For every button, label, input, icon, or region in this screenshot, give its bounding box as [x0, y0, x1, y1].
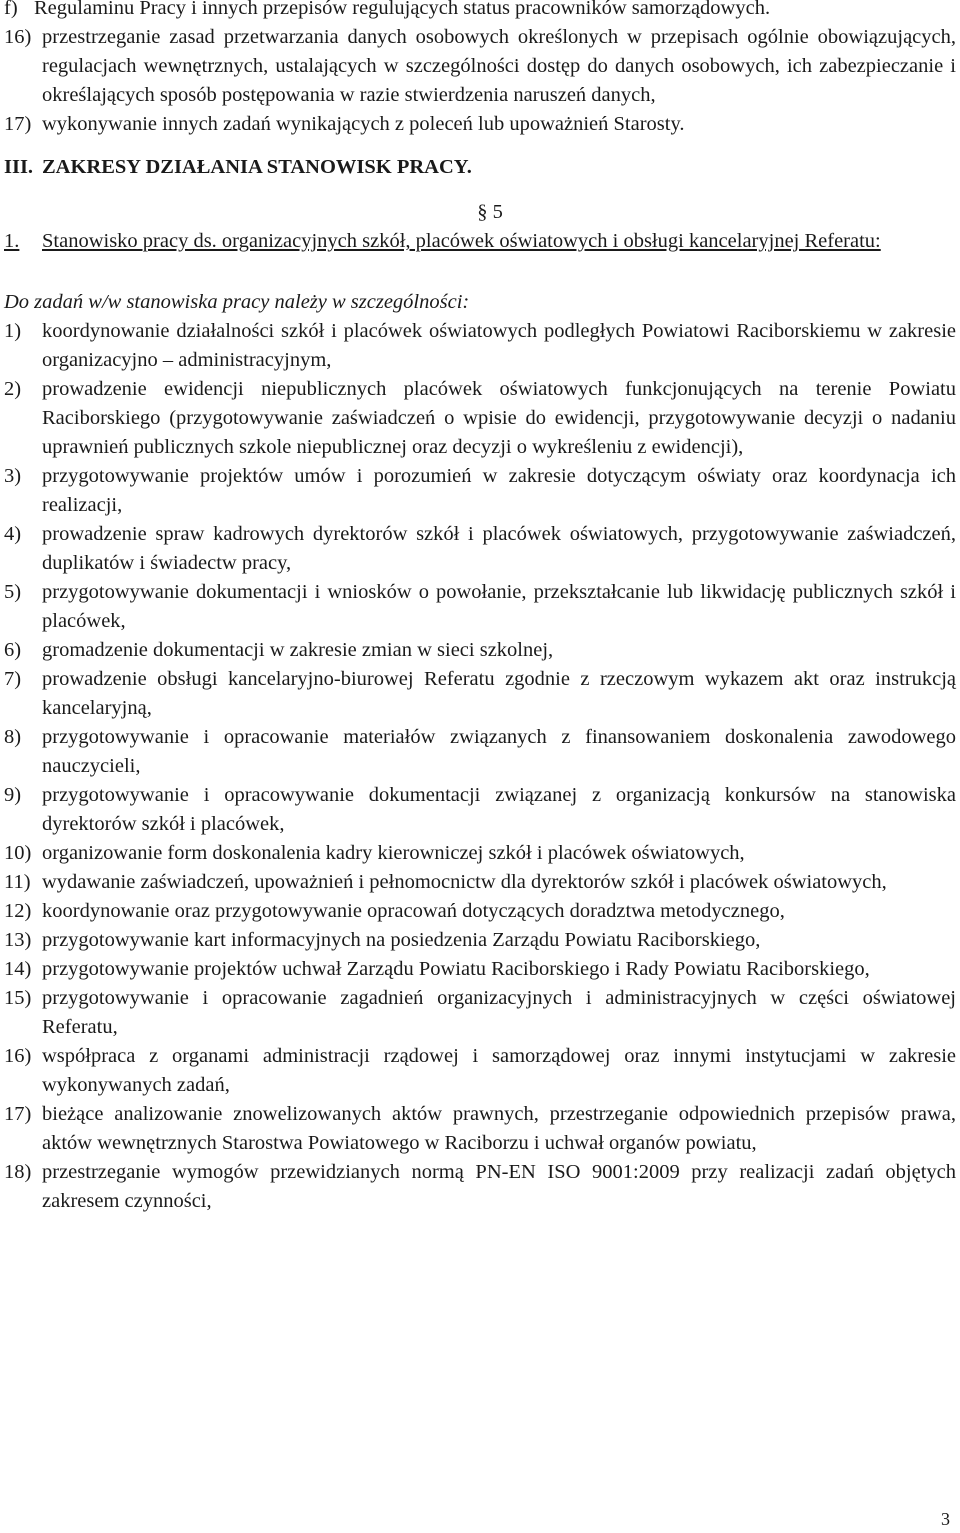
duty-item: [4, 955, 956, 984]
duty-number: 11): [4, 871, 31, 893]
duty-number: 18): [4, 1161, 32, 1183]
item-number: 17): [4, 113, 32, 135]
duty-number: 2): [4, 378, 22, 400]
duty-number: 8): [4, 726, 22, 748]
duty-number: 17): [4, 1103, 32, 1125]
item-text: wykonywanie innych zadań wynikających z poleceń lub upoważnień Starosty.: [42, 113, 685, 135]
duty-number: 10): [4, 842, 32, 864]
duty-text: przygotowywanie i opracowywanie dokumentacji związanej z organizacją konkursów na stanowiska dyrektorów szkół i placówek,: [42, 784, 956, 835]
duty-number: 13): [4, 929, 32, 951]
duty-text: przygotowywanie dokumentacji i wniosków o powołanie, przekształcanie lub likwidację publicznych szkół i placówek,: [42, 581, 956, 632]
duty-text: prowadzenie ewidencji niepublicznych placówek oświatowych funkcjonujących na terenie Powiatu Raciborskiego (przygotowywanie zaświadczeń o wpisie do ewidencji, przygotowywanie decyzji o nadaniu uprawnień publicznych szkole niepublicznej oraz decyzji o wykreśleniu z ewidencji),: [42, 378, 956, 458]
duty-number: 4): [4, 523, 22, 545]
duty-item: [4, 868, 956, 897]
position-title: Stanowisko pracy ds. organizacyjnych szkół, placówek oświatowych i obsługi kancelaryjnej Referatu:: [42, 230, 881, 252]
duty-text: przestrzeganie wymogów przewidzianych normą PN-EN ISO 9001:2009 przy realizacji zadań objętych zakresem czynności,: [42, 1161, 956, 1212]
duties-list: [4, 317, 956, 1216]
duty-item: [4, 1042, 956, 1100]
duty-text: wydawanie zaświadczeń, upoważnień i pełnomocnictw dla dyrektorów szkół i placówek oświatowych,: [42, 871, 887, 893]
duty-number: 5): [4, 581, 22, 603]
duty-item: [4, 723, 956, 781]
list-item: [4, 0, 956, 23]
duty-text: koordynowanie oraz przygotowywanie opracowań dotyczących doradztwa metodycznego,: [42, 900, 785, 922]
section-number: III.: [4, 156, 34, 178]
duty-text: współpraca z organami administracji rządowej i samorządowej oraz innymi instytucjami w zakresie wykonywanych zadań,: [42, 1045, 956, 1096]
duty-number: 1): [4, 320, 22, 342]
duty-text: bieżące analizowanie znowelizowanych aktów prawnych, przestrzeganie odpowiednich przepisów prawa, aktów wewnętrznych Starostwa Powiatowego w Raciborzu i uchwał organów powiatu,: [42, 1103, 956, 1154]
duty-text: przygotowywanie i opracowanie zagadnień organizacyjnych i administracyjnych w części oświatowej Referatu,: [42, 987, 956, 1038]
duty-text: organizowanie form doskonalenia kadry kierowniczej szkół i placówek oświatowych,: [42, 842, 745, 864]
paragraph-sign: § 5: [477, 201, 503, 223]
duty-item: [4, 839, 956, 868]
duty-number: 6): [4, 639, 22, 661]
duty-item: [4, 520, 956, 578]
duty-text: przygotowywanie projektów uchwał Zarządu Powiatu Raciborskiego i Rady Powiatu Raciborskiego,: [42, 958, 870, 980]
duty-item: [4, 926, 956, 955]
position-number: 1.: [4, 230, 20, 252]
duty-number: 12): [4, 900, 32, 922]
duty-number: 9): [4, 784, 22, 806]
duty-item: [4, 317, 956, 375]
duty-item: [4, 781, 956, 839]
duty-item: [4, 984, 956, 1042]
item-text: Regulaminu Pracy i innych przepisów regulujących status pracowników samorządowych.: [34, 0, 771, 19]
list-item: [4, 23, 956, 110]
item-number: f): [4, 0, 18, 19]
page-number: 3: [941, 1509, 950, 1529]
section-title: ZAKRESY DZIAŁANIA STANOWISK PRACY.: [42, 156, 472, 178]
item-number: 16): [4, 26, 32, 48]
list-item: [4, 110, 956, 139]
duty-item: [4, 665, 956, 723]
duty-number: 3): [4, 465, 22, 487]
duty-text: prowadzenie spraw kadrowych dyrektorów szkół i placówek oświatowych, przygotowywanie zaświadczeń, duplikatów i świadectw pracy,: [42, 523, 956, 574]
duty-item: [4, 375, 956, 462]
duty-number: 16): [4, 1045, 32, 1067]
duties-intro: Do zadań w/w stanowiska pracy należy w szczególności:: [4, 291, 470, 313]
duty-number: 14): [4, 958, 32, 980]
duty-item: [4, 578, 956, 636]
document-page: [4, 0, 956, 1216]
item-text: przestrzeganie zasad przetwarzania danych osobowych określonych w przepisach ogólnie obowiązujących, regulacjach wewnętrznych, ustalających w szczególności dostęp do danych osobowych, ich zabezpieczanie i określających sposób postępowania w razie stwierdzenia naruszeń danych,: [42, 26, 956, 106]
duty-item: [4, 636, 956, 665]
duty-text: prowadzenie obsługi kancelaryjno-biurowej Referatu zgodnie z rzeczowym wykazem akt oraz instrukcją kancelaryjną,: [42, 668, 956, 719]
section-heading: [4, 153, 956, 182]
duty-text: przygotowywanie kart informacyjnych na posiedzenia Zarządu Powiatu Raciborskiego,: [42, 929, 761, 951]
duty-text: przygotowywanie i opracowanie materiałów związanych z finansowaniem doskonalenia zawodowego nauczycieli,: [42, 726, 956, 777]
position-heading: [4, 227, 956, 256]
duty-text: koordynowanie działalności szkół i placówek oświatowych podległych Powiatowi Raciborskiemu w zakresie organizacyjno – administracyjnym,: [42, 320, 956, 371]
duty-text: gromadzenie dokumentacji w zakresie zmian w sieci szkolnej,: [42, 639, 554, 661]
duty-number: 7): [4, 668, 22, 690]
duty-item: [4, 897, 956, 926]
duty-text: przygotowywanie projektów umów i porozumień w zakresie dotyczącym oświaty oraz koordynacja ich realizacji,: [42, 465, 956, 516]
duty-item: [4, 1100, 956, 1158]
duty-number: 15): [4, 987, 32, 1009]
duty-item: [4, 1158, 956, 1216]
duty-item: [4, 462, 956, 520]
